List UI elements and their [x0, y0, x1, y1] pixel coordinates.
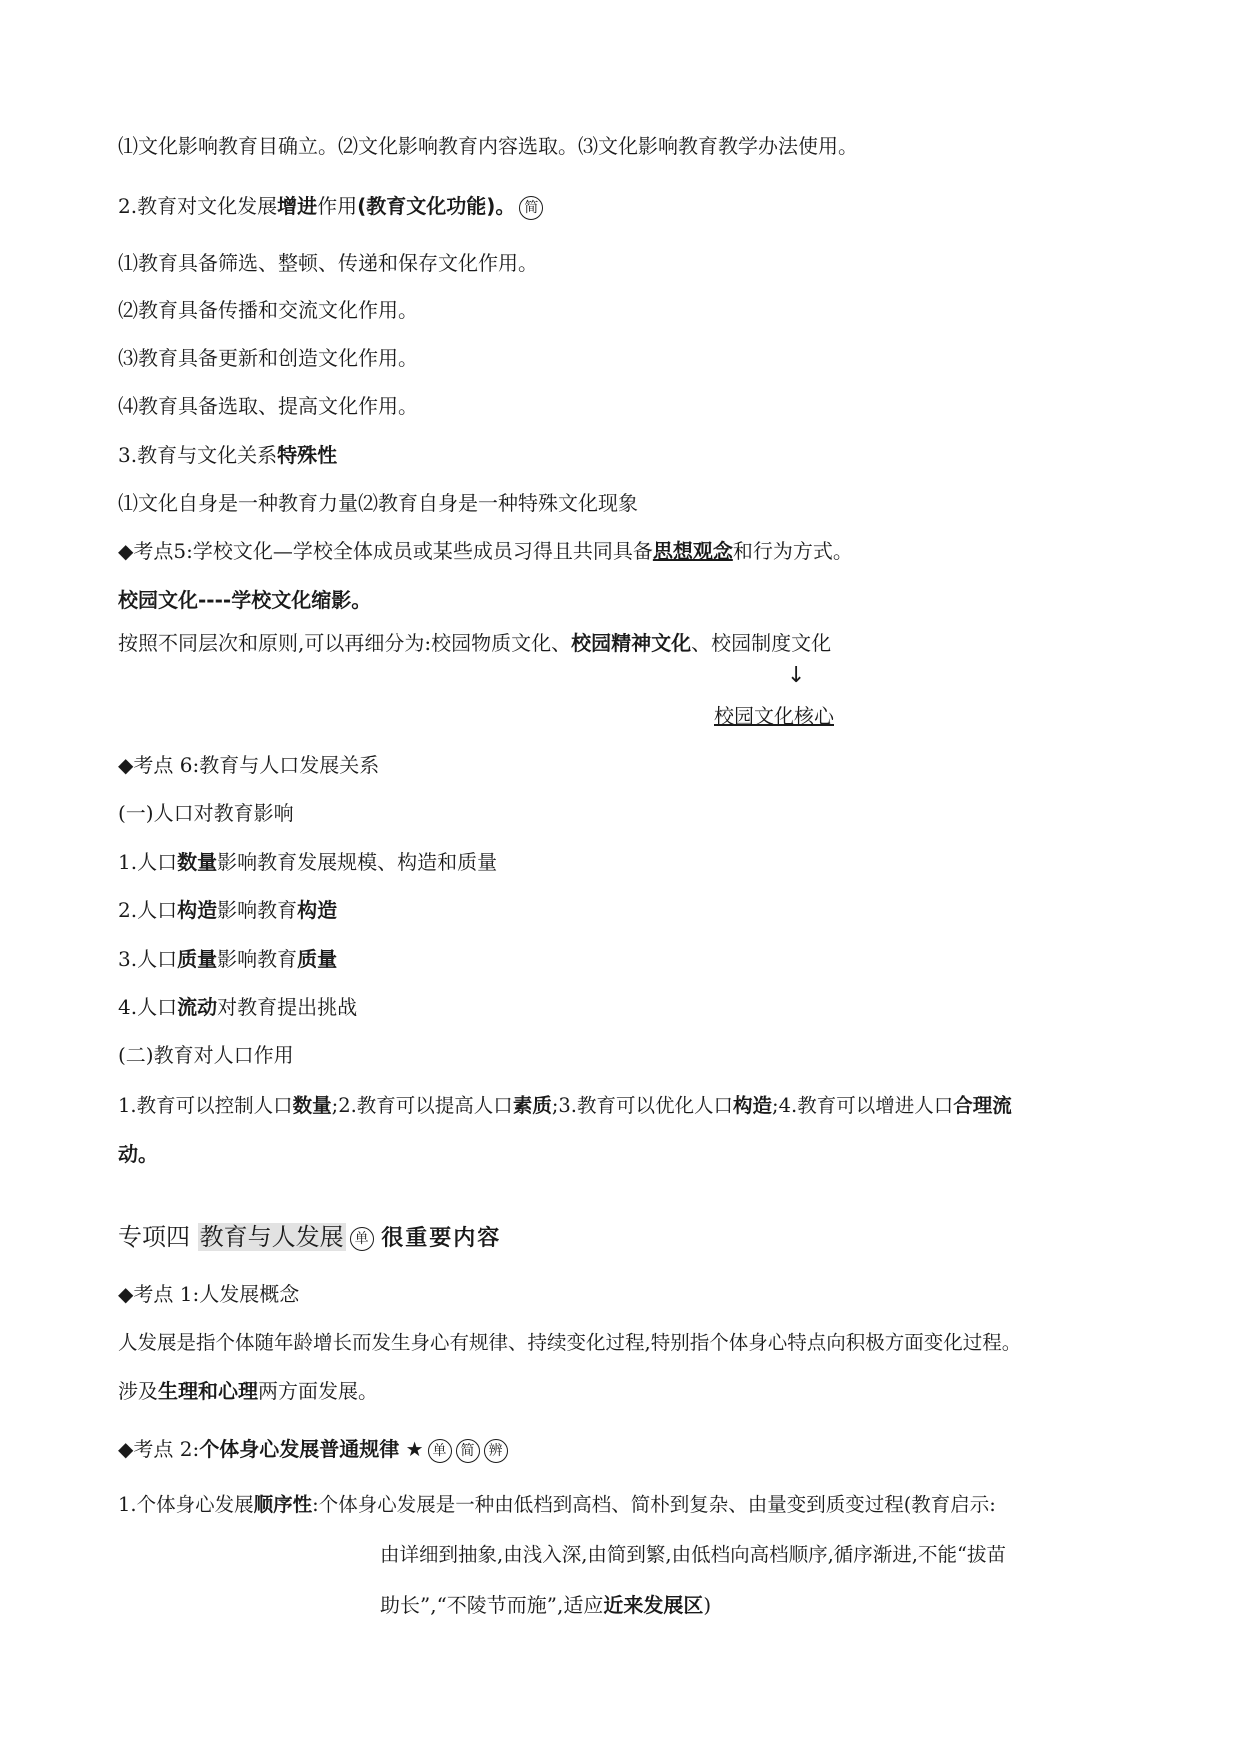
text-line [118, 1436, 508, 1463]
text: 对教育提出挑战 [217, 995, 358, 1019]
bold-text: 合理流 [953, 1094, 1012, 1117]
text: ⑴文化影响教育目确立。⑵文化影响教育内容选取。⑶文化影响教育教学办法使用。 [118, 134, 858, 158]
bold-text: 校园文化----学校文化缩影。 [118, 588, 372, 612]
bold-text: 质量 [177, 947, 218, 971]
text-line [118, 393, 418, 419]
text-line [118, 133, 858, 159]
text: 影响教育 [217, 947, 298, 971]
bold-text: 数量 [292, 1094, 332, 1117]
bold-text: 特殊性 [277, 443, 338, 467]
bold-text: 数量 [177, 850, 218, 874]
bold-underlined-text: 思想观念 [652, 539, 733, 563]
text-line [118, 1378, 378, 1404]
text: ;4.教育可以增进人口 [772, 1094, 954, 1117]
bold-text: 构造 [733, 1094, 773, 1117]
text-line [380, 1542, 1006, 1568]
text: ;3.教育可以优化人口 [551, 1094, 734, 1117]
text-line [118, 1330, 1021, 1356]
text-line [118, 1093, 1012, 1119]
text-line [118, 490, 638, 516]
text: ;2.教育可以提高人口 [331, 1094, 513, 1117]
bold-text: 流动 [177, 995, 218, 1019]
text-line [118, 752, 379, 778]
text: 两方面发展。 [258, 1379, 378, 1403]
text: 2.人口 [118, 898, 178, 922]
section-heading [118, 1221, 501, 1255]
text: 和行为方式。 [732, 539, 853, 563]
bold-text: (教育文化功能)。 [357, 194, 516, 218]
down-arrow-icon: ↓ [787, 663, 806, 688]
bold-text: 顺序性 [253, 1493, 313, 1516]
text: :个体身心发展是一种由低档到高档、简朴到复杂、由量变到质变过程(教育启示: [312, 1493, 996, 1516]
circled-mark-icon: 简 [456, 1439, 480, 1463]
circled-mark-icon: 单 [350, 1227, 374, 1251]
text: 2.教育对文化发展 [118, 194, 278, 218]
text: ⑴教育具备筛选、整顿、传递和保存文化作用。 [118, 251, 538, 275]
text: 涉及 [118, 1379, 158, 1403]
text-line [380, 1592, 711, 1618]
text: ⑴文化自身是一种教育力量⑵教育自身是一种特殊文化现象 [118, 491, 638, 515]
text: 影响教育 [217, 898, 298, 922]
text-line [118, 994, 357, 1020]
star-icon: ★ [405, 1437, 424, 1461]
text: 人发展是指个体随年龄增长而发生身心有规律、持续变化过程,特别指个体身心特点向积极方面变化过程。 [118, 1331, 1022, 1354]
text: 由详细到抽象,由浅入深,由简到繁,由低档向高档顺序,循序渐进,不能“拔苗 [380, 1543, 1006, 1566]
text: ⑵教育具备传播和交流文化作用。 [118, 298, 418, 322]
text-line [118, 1281, 299, 1307]
bold-text: 近来发展区 [603, 1593, 704, 1617]
text-line [118, 946, 337, 972]
text-line [118, 1042, 294, 1068]
text: 按照不同层次和原则,可以再细分为:校园物质文化、 [118, 631, 572, 655]
text: ◆考点5:学校文化—学校全体成员或某些成员习得且共同具备 [118, 539, 653, 563]
text: 1.人口 [118, 850, 178, 874]
section-title: 教育与人发展 [199, 1223, 344, 1251]
text: (一)人口对教育影响 [118, 801, 294, 825]
text: ◆考点 1:人发展概念 [118, 1282, 300, 1306]
bold-text: 素质 [512, 1094, 552, 1117]
circled-mark-icon: 单 [428, 1439, 452, 1463]
text: ⑷教育具备选取、提高文化作用。 [118, 394, 418, 418]
text: 4.人口 [118, 995, 178, 1019]
text-line [118, 630, 831, 656]
bold-text: 构造 [297, 898, 338, 922]
text: ⑶教育具备更新和创造文化作用。 [118, 346, 418, 370]
text-line [118, 897, 337, 923]
text: 3.教育与文化关系 [118, 443, 278, 467]
text: 作用 [317, 194, 358, 218]
text: 助长”,“不陵节而施”,适应 [380, 1593, 604, 1617]
underlined-label [714, 703, 834, 729]
bold-text: 增进 [277, 194, 318, 218]
section-number: 专项四 [118, 1223, 190, 1251]
text: ) [703, 1593, 712, 1617]
bold-text: 个体身心发展普通规律 [199, 1437, 400, 1461]
text: 校园文化核心 [714, 704, 834, 728]
text: ◆考点 2: [118, 1437, 200, 1461]
text-line [118, 442, 337, 468]
text: 3.人口 [118, 947, 178, 971]
bold-text: 校园精神文化 [571, 631, 692, 655]
text-line [118, 1141, 158, 1167]
text-line [118, 345, 418, 371]
text-line [118, 849, 497, 875]
text: 1.个体身心发展 [118, 1493, 254, 1516]
text: ◆考点 6:教育与人口发展关系 [118, 753, 380, 777]
bold-text: 构造 [177, 898, 218, 922]
circled-mark-icon: 辨 [484, 1439, 508, 1463]
text: 、校园制度文化 [691, 631, 832, 655]
importance-note: 很重要内容 [381, 1226, 502, 1251]
circled-mark-icon: 简 [519, 196, 543, 220]
text-line [118, 250, 538, 276]
text-line [118, 297, 418, 323]
text-line [118, 538, 853, 564]
text-line [118, 193, 543, 220]
text: 影响教育发展规模、构造和质量 [217, 850, 498, 874]
text-line [118, 800, 294, 826]
text: 1.教育可以控制人口 [118, 1094, 293, 1117]
bold-text: 动。 [118, 1142, 158, 1166]
heading-line [118, 587, 371, 613]
text-line [118, 1492, 996, 1518]
bold-text: 质量 [297, 947, 338, 971]
text: (二)教育对人口作用 [118, 1043, 294, 1067]
bold-text: 生理和心理 [158, 1379, 258, 1403]
